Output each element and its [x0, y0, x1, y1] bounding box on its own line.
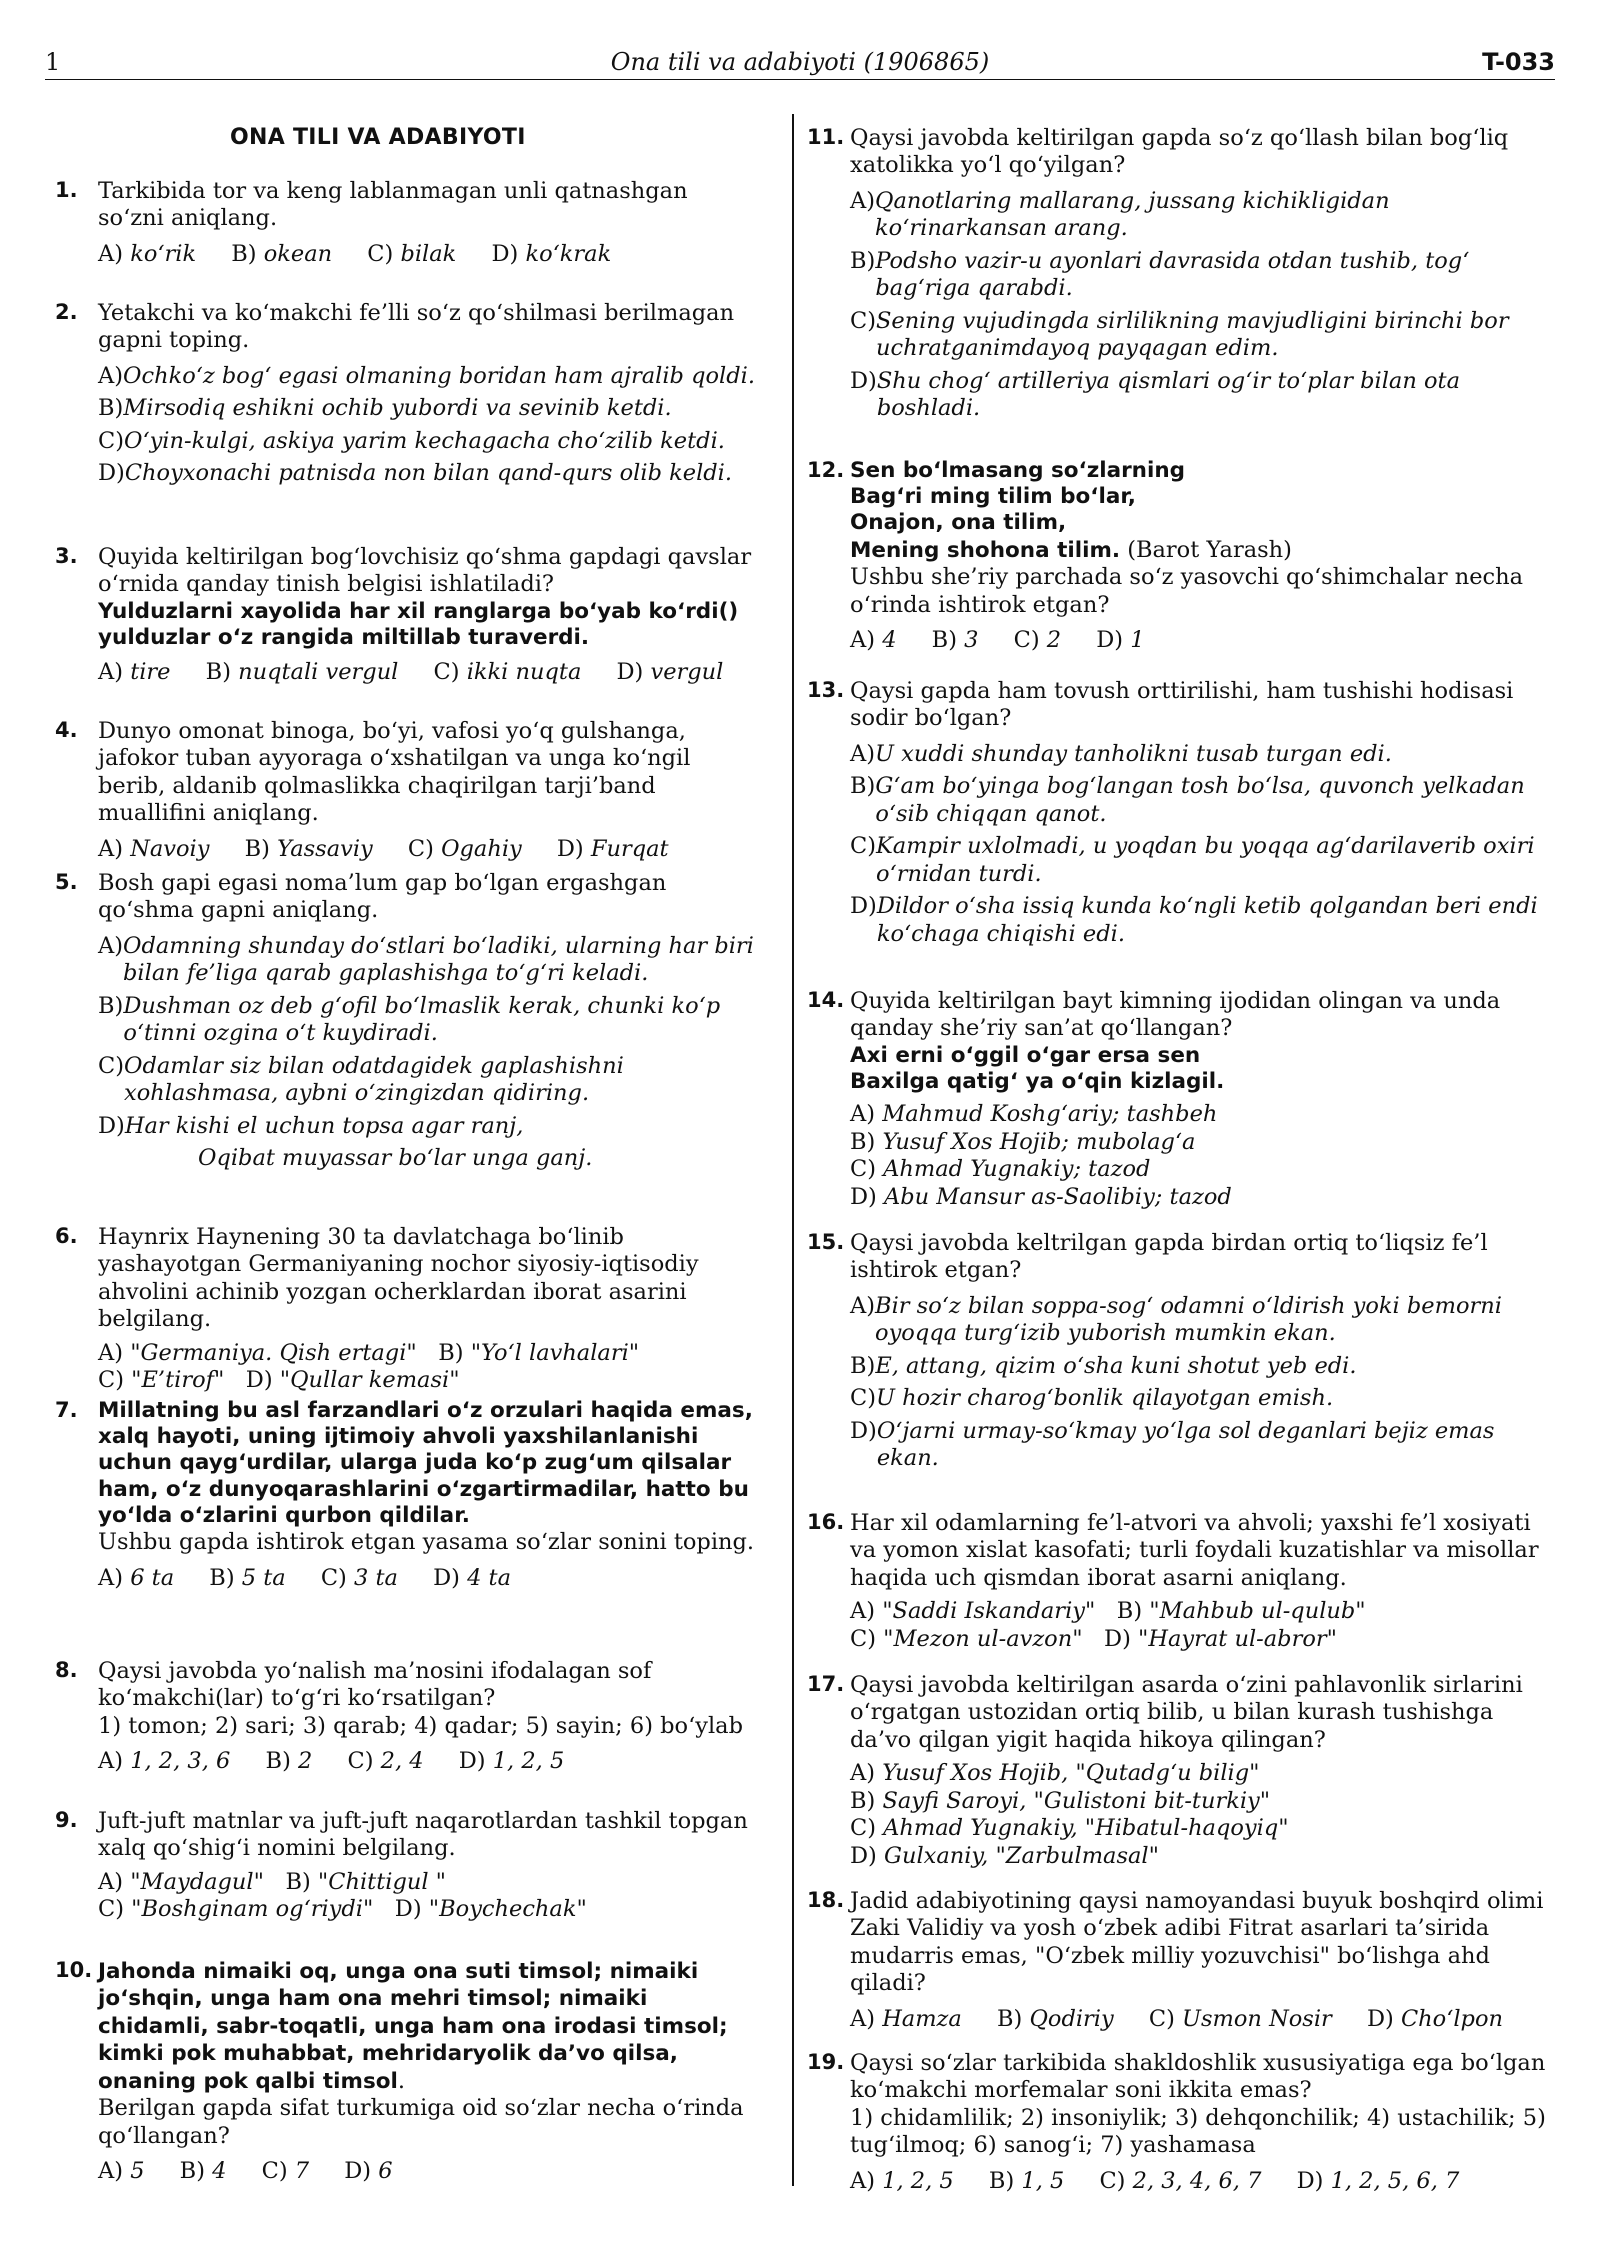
question-number: 7. — [55, 1398, 78, 1422]
option-a[interactable]: A) Mahmud Koshg‘ariy; tashbeh — [850, 1101, 1218, 1128]
question-number: 18. — [807, 1888, 845, 1912]
question-text: Bosh gapi egasi noma’lum gap bo‘lgan ergashgan qo‘shma gapni aniqlang. — [98, 870, 667, 924]
option-c[interactable]: C) ikki nuqta — [433, 659, 582, 686]
question-text: Qaysi javobda keltirilgan gapda so‘z qo‘llash bilan bog‘liq xatolikka yo‘l qo‘yilgan? — [850, 125, 1509, 179]
poem-line: Sen bo‘lmasang so‘zlarning — [850, 458, 1186, 483]
poem-line: Axi erni o‘ggil o‘gar ersa sen — [850, 1042, 1201, 1068]
option-d[interactable]: D) "Hayrat ul-abror" — [1104, 1625, 1337, 1652]
option-d[interactable]: D) Har kishi el uchun topsa agar ranj, — [98, 1112, 524, 1139]
answer-options — [98, 1565, 760, 1592]
option-b[interactable]: B) "Yo‘l lavhalari" — [438, 1339, 640, 1366]
question-text: Berilgan gapda sifat turkumiga oid so‘zlar necha o‘rinda qo‘llangan? — [98, 2095, 744, 2149]
header-title: Ona tili va adabiyoti (1906865) — [610, 48, 990, 76]
answer-options — [98, 2158, 760, 2185]
answer-options — [98, 1340, 760, 1395]
option-d[interactable]: D) Shu chog‘ artilleriya qismlari og‘ir to‘plar bilan ota boshladi. — [850, 367, 1460, 421]
question-text: Tarkibida tor va keng lablanmagan unli qatnashgan so‘zni aniqlang. — [98, 178, 688, 232]
option-b[interactable]: B) 1, 5 — [988, 2167, 1065, 2194]
answer-options — [98, 933, 760, 1173]
option-b[interactable]: B) 3 — [931, 626, 979, 653]
option-d[interactable]: D) Dildor o‘sha issiq kunda ko‘ngli ketib qolgandan beri endi ko‘chaga chiqishi edi. — [850, 893, 1538, 947]
option-d[interactable]: D) O‘jarni urmay-so‘kmay yo‘lga sol deganlari bejiz emas ekan. — [850, 1417, 1495, 1472]
answer-options — [850, 1760, 1552, 1870]
answer-options — [850, 188, 1552, 423]
question-11 — [807, 125, 1552, 427]
option-a[interactable]: A) Navoiy — [98, 835, 210, 862]
option-c[interactable]: C) 3 ta — [320, 1564, 398, 1591]
answer-options — [98, 1869, 760, 1924]
option-c[interactable]: C) Ahmad Yugnakiy; tazod — [850, 1156, 1151, 1183]
poem-line: Bag‘ri ming tilim bo‘lar, — [850, 484, 1136, 510]
option-a[interactable]: A) 5 — [98, 2158, 145, 2185]
option-c[interactable]: C) O‘yin-kulgi, askiya yarim kechagacha cho‘zilib ketdi. — [98, 427, 725, 454]
option-c[interactable]: C) U hozir charog‘bonlik qilayotgan emish. — [850, 1385, 1334, 1412]
question-19 — [807, 2050, 1552, 2195]
option-a[interactable]: A) "Saddi Iskandariy" — [850, 1598, 1096, 1625]
option-b[interactable]: B) E, attang, qizim o‘sha kuni shotut yeb edi. — [850, 1352, 1357, 1379]
question-1 — [55, 178, 760, 268]
question-number: 19. — [807, 2050, 845, 2074]
question-text: Qaysi so‘zlar tarkibida shakldoshlik xususiyatiga ega bo‘lgan ko‘makchi morfemalar soni ikkita emas? — [850, 2050, 1546, 2104]
option-a[interactable]: A) 6 ta — [98, 1564, 175, 1591]
question-text: Quyida keltirilgan bayt kimning ijodidan olingan va unda qanday she’riy san’at qo‘llangan? — [850, 988, 1501, 1042]
question-number: 8. — [55, 1658, 78, 1682]
question-13 — [807, 678, 1552, 953]
answer-options — [98, 659, 760, 686]
option-b[interactable]: B) Mirsodiq eshikni ochib yubordi va sevinib ketdi. — [98, 395, 672, 422]
option-d[interactable]: D) Cho‘lpon — [1366, 2005, 1503, 2032]
option-a[interactable]: A) Yusuf Xos Hojib, "Qutadg‘u bilig" — [850, 1760, 1260, 1787]
option-d-line2: Oqibat muyassar bo‘lar unga ganj. — [198, 1144, 593, 1171]
question-7 — [55, 1398, 760, 1592]
option-d[interactable]: D) 1 — [1096, 626, 1145, 653]
option-b[interactable]: B) Podsho vazir-u ayonlari davrasida otdan tushib, tog‘ bag‘riga qarabdi. — [850, 247, 1470, 302]
option-a[interactable]: A) Hamza — [850, 2005, 962, 2032]
question-list: 1) tomon; 2) sari; 3) qarab; 4) qadar; 5) sayin; 6) bo‘ylab — [98, 1712, 743, 1739]
answer-options — [850, 2006, 1552, 2033]
page-header — [45, 46, 1555, 80]
answer-options — [850, 2168, 1552, 2195]
answer-options — [98, 836, 760, 863]
question-number: 5. — [55, 870, 78, 894]
option-d[interactable]: D) Gulxaniy, "Zarbulmasal" — [850, 1842, 1159, 1869]
option-d[interactable]: D) "Qullar kemasi" — [245, 1367, 460, 1394]
question-number: 17. — [807, 1672, 845, 1696]
option-c[interactable]: C) Usmon Nosir — [1148, 2005, 1332, 2032]
option-c[interactable]: C) Odamlar siz bilan odatdagidek gaplashishni xohlashmasa, aybni o‘zingizdan qidiring. — [98, 1052, 624, 1107]
question-number: 14. — [807, 988, 845, 1012]
variant-code: T-033 — [1482, 48, 1555, 76]
question-quote: Millatning bu asl farzandlari o‘z orzulari haqida emas, xalq hayoti, uning ijtimoiy ahvoli yaxshilanlanishi uchun qayg‘urdilar, ularga juda ko‘p zug‘um qilsalar ham, o‘z dunyoqarashlarini o‘zgartirmadilar, hatto bu yo‘lda o‘zlarini qurbon qildilar. — [98, 1398, 753, 1528]
question-text: Har xil odamlarning fe’l-atvori va ahvoli; yaxshi fe’l xosiyati va yomon xislat kasofati; turli foydali kuzatishlar va misollar haqida uch qismdan iborat asarni aniqlang. — [850, 1510, 1539, 1591]
option-c[interactable]: C) 7 — [261, 2158, 310, 2185]
question-12 — [807, 458, 1552, 654]
answer-options — [850, 1101, 1552, 1211]
option-d[interactable]: D) vergul — [616, 659, 724, 686]
option-c[interactable]: C) "Boshginam og‘riydi" — [98, 1896, 374, 1923]
question-9 — [55, 1808, 760, 1924]
option-a[interactable]: A) "Germaniya. Qish ertagi" — [98, 1339, 417, 1366]
option-b[interactable]: B) Dushman oz deb g‘ofil bo‘lmaslik kerak, chunki ko‘p o‘tinni ozgina o‘t kuydiradi. — [98, 992, 721, 1047]
answer-options — [98, 241, 760, 268]
option-d[interactable]: D) "Boychechak" — [394, 1896, 587, 1923]
question-8 — [55, 1658, 760, 1776]
option-b[interactable]: B) okean — [231, 240, 333, 267]
option-d[interactable]: D) Abu Mansur as-Saolibiy; tazod — [850, 1183, 1232, 1210]
option-b[interactable]: B) G‘am bo‘yinga bog‘langan tosh bo‘lsa, quvonch yelkadan o‘sib chiqqan qanot. — [850, 773, 1525, 827]
question-text: Qaysi javobda keltrilgan gapda birdan ortiq to‘liqsiz fe’l ishtirok etgan? — [850, 1230, 1488, 1284]
option-c[interactable]: C) 2, 4 — [347, 1748, 424, 1775]
option-b[interactable]: B) Yassaviy — [244, 835, 373, 862]
question-number: 4. — [55, 718, 78, 742]
option-b[interactable]: B) Yusuf Xos Hojib; mubolag‘a — [850, 1128, 1196, 1155]
question-quote: Jahonda nimaiki oq, unga ona suti timsol; nimaiki jo‘shqin, unga ham ona mehri timsol; nimaiki chidamli, sabr-toqatli, unga ham ona irodasi timsol; kimki pok muhabbat, mehridaryolik da’vo qilsa, onaning pok qalbi timsol — [98, 1959, 728, 2094]
option-c[interactable]: C) Ogahiy — [407, 835, 522, 862]
section-title: ONA TILI VA ADABIYOTI — [230, 125, 526, 150]
option-b[interactable]: B) Sayfi Saroyi, "Gulistoni bit-turkiy" — [850, 1787, 1271, 1814]
option-c[interactable]: C) "Mezon ul-avzon" — [850, 1625, 1083, 1652]
question-text: Qaysi gapda ham tovush orttirilishi, ham tushishi hodisasi sodir bo‘lgan? — [850, 678, 1514, 732]
question-text: Juft-juft matnlar va juft-juft naqarotlardan tashkil topgan xalq qo‘shig‘i nomini belgilang. — [98, 1808, 748, 1862]
option-d[interactable]: D) Choyxonachi patnisda non bilan qand-qurs olib keldi. — [98, 460, 733, 487]
question-text: Ushbu she’riy parchada so‘z yasovchi qo‘shimchalar necha o‘rinda ishtirok etgan? — [850, 564, 1524, 618]
option-a[interactable]: A) Bir so‘z bilan soppa-sog‘ odamni o‘ldirish yoki bemorni oyoqqa turg‘izib yuborish mumkin ekan. — [850, 1292, 1502, 1347]
option-d[interactable]: D) 1, 2, 5, 6, 7 — [1296, 2167, 1460, 2194]
option-c[interactable]: C) "E’tirof" — [98, 1367, 225, 1394]
option-a[interactable]: A) Qanotlaring mallarang, jussang kichikligidan ko‘rinarkansan arang. — [850, 187, 1390, 242]
option-b[interactable]: B) 5 ta — [209, 1564, 286, 1591]
poem-line: Baxilga qatig‘ ya o‘qin kizlagil. — [850, 1069, 1225, 1095]
question-4 — [55, 718, 760, 863]
option-b[interactable]: B) nuqtali vergul — [205, 659, 399, 686]
question-number: 1. — [55, 178, 78, 202]
page-number: 1 — [45, 48, 61, 76]
option-d[interactable]: D) 6 — [344, 2158, 393, 2185]
option-a[interactable]: A) Ochko‘z bog‘ egasi olmaning boridan ham ajralib qoldi. — [98, 362, 755, 389]
option-c[interactable]: C) bilak — [367, 240, 457, 267]
question-5 — [55, 870, 760, 1177]
option-c[interactable]: C) 2, 3, 4, 6, 7 — [1099, 2167, 1262, 2194]
option-d[interactable]: D) 4 ta — [433, 1564, 512, 1591]
answer-options — [850, 1598, 1552, 1653]
option-d[interactable]: D) Furqat — [556, 835, 669, 862]
question-number: 12. — [807, 458, 845, 482]
question-10: 10. Jahonda nimaiki oq, unga ona suti timsol; nimaiki jo‘shqin, unga ham ona mehri timsol; nimaiki chidamli, sabr-toqatli, unga ham ona irodasi timsol; kimki pok muhabbat, mehridaryolik da’vo qilsa, onaning pok qalbi timsol. Berilgan gapda sifat turkumiga oid so‘zlar necha o‘rinda qo‘llangan? A) 5 B) 4 C) 7 D) 6 — [55, 1958, 760, 2186]
question-3 — [55, 544, 760, 687]
question-text: Qaysi javobda yo‘nalish ma’nosini ifodalagan sof ko‘makchi(lar) to‘g‘ri ko‘rsatilgan? — [98, 1658, 652, 1712]
question-quote: Yulduzlarni xayolida har xil ranglarga bo‘yab ko‘rdi() yulduzlar o‘z rangida miltillab turaverdi. — [98, 598, 739, 651]
question-text: Haynrix Haynening 30 ta davlatchaga bo‘linib yashayotgan Germaniyaning nochor siyosiy-iqtisodiy ahvolini achinib yozgan ocherklardan iborat asarini belgilang. — [98, 1224, 699, 1333]
option-a[interactable]: A) ko‘rik — [98, 240, 197, 267]
question-17 — [807, 1672, 1552, 1870]
option-b[interactable]: B) 2 — [265, 1748, 313, 1775]
option-d[interactable]: D) ko‘krak — [491, 240, 612, 267]
option-a[interactable]: A) "Maydagul" — [98, 1868, 264, 1895]
option-a[interactable]: A) U xuddi shunday tanholikni tusab turgan edi. — [850, 740, 1392, 767]
question-number: 6. — [55, 1224, 78, 1248]
option-c[interactable]: C) Kampir uxlolmadi, u yoqdan bu yoqqa ag‘darilaverib oxiri o‘rnidan turdi. — [850, 833, 1535, 887]
question-16 — [807, 1510, 1552, 1653]
question-2 — [55, 300, 760, 493]
answer-options — [850, 741, 1552, 948]
answer-options — [98, 1748, 760, 1775]
question-number: 10. — [55, 1958, 93, 1982]
question-list: 1) chidamlilik; 2) insoniylik; 3) dehqonchilik; 4) ustachilik; 5) tug‘ilmoq; 6) sanog‘i; 7) yashamasa — [850, 2104, 1546, 2159]
option-a[interactable]: A) Odamning shunday do‘stlari bo‘ladiki, ularning har biri bilan fe’liga qarab gaplashishga to‘g‘ri keladi. — [98, 932, 754, 987]
option-a[interactable]: A) 4 — [850, 626, 897, 653]
question-6 — [55, 1224, 760, 1395]
poem-line: Mening shohona tilim. — [850, 537, 1121, 563]
option-b[interactable]: B) "Chittigul " — [285, 1868, 447, 1895]
answer-options — [850, 1293, 1552, 1473]
option-c[interactable]: C) Ahmad Yugnakiy, "Hibatul-haqoyiq" — [850, 1815, 1289, 1842]
option-c[interactable]: C) Sening vujudingda sirlilikning mavjudligini birinchi bor uchratganimdayoq payqagan edim. — [850, 307, 1509, 362]
answer-options — [98, 363, 760, 488]
question-text: Ushbu gapda ishtirok etgan yasama so‘zlar sonini toping. — [98, 1529, 755, 1556]
question-number: 16. — [807, 1510, 845, 1534]
question-number: 13. — [807, 678, 845, 702]
option-d[interactable]: D) 1, 2, 5 — [458, 1748, 565, 1775]
question-text: Yetakchi va ko‘makchi fe’lli so‘z qo‘shilmasi berilmagan gapni toping. — [98, 300, 735, 354]
question-18 — [807, 1888, 1552, 2033]
option-b[interactable]: B) Qodiriy — [996, 2005, 1114, 2032]
option-a[interactable]: A) 1, 2, 5 — [850, 2167, 954, 2194]
poem-line: Onajon, ona tilim, — [850, 510, 1067, 536]
option-c[interactable]: C) 2 — [1013, 626, 1062, 653]
option-b[interactable]: B) 4 — [179, 2158, 227, 2185]
answer-options — [850, 627, 1552, 654]
column-divider — [792, 114, 794, 2186]
question-text: Quyida keltirilgan bog‘lovchisiz qo‘shma gapdagi qavslar o‘rnida qanday tinish belgisi ishlatiladi? — [98, 544, 752, 598]
question-14 — [807, 988, 1552, 1211]
option-a[interactable]: A) 1, 2, 3, 6 — [98, 1748, 231, 1775]
question-number: 3. — [55, 544, 78, 568]
question-text: Jadid adabiyotining qaysi namoyandasi buyuk boshqird olimi Zaki Validiy va yosh o‘zbek adibi Fitrat asarlari ta’sirida mudarris emas, "O‘zbek milliy yozuvchisi" bo‘lishga ahd qiladi? — [850, 1888, 1544, 1997]
option-b[interactable]: B) "Mahbub ul-qulub" — [1116, 1598, 1366, 1625]
question-number: 2. — [55, 300, 78, 324]
question-text: Qaysi javobda keltirilgan asarda o‘zini pahlavonlik sirlarini o‘rgatgan ustozidan ortiq bilib, u bilan kurash tushishga da’vo qilgan yigit haqida hikoya qilingan? — [850, 1672, 1523, 1753]
question-15 — [807, 1230, 1552, 1478]
option-a[interactable]: A) tire — [98, 659, 171, 686]
question-number: 9. — [55, 1808, 78, 1832]
question-number: 11. — [807, 125, 845, 149]
question-number: 15. — [807, 1230, 845, 1254]
question-text: Dunyo omonat binoga, bo‘yi, vafosi yo‘q gulshanga, jafokor tuban ayyoraga o‘xshatilgan va unga ko‘ngil berib, aldanib qolmaslikka chaqirilgan tarji’band muallifini aniqlang. — [98, 718, 691, 827]
poem-author: (Barot Yarash) — [1127, 536, 1292, 563]
